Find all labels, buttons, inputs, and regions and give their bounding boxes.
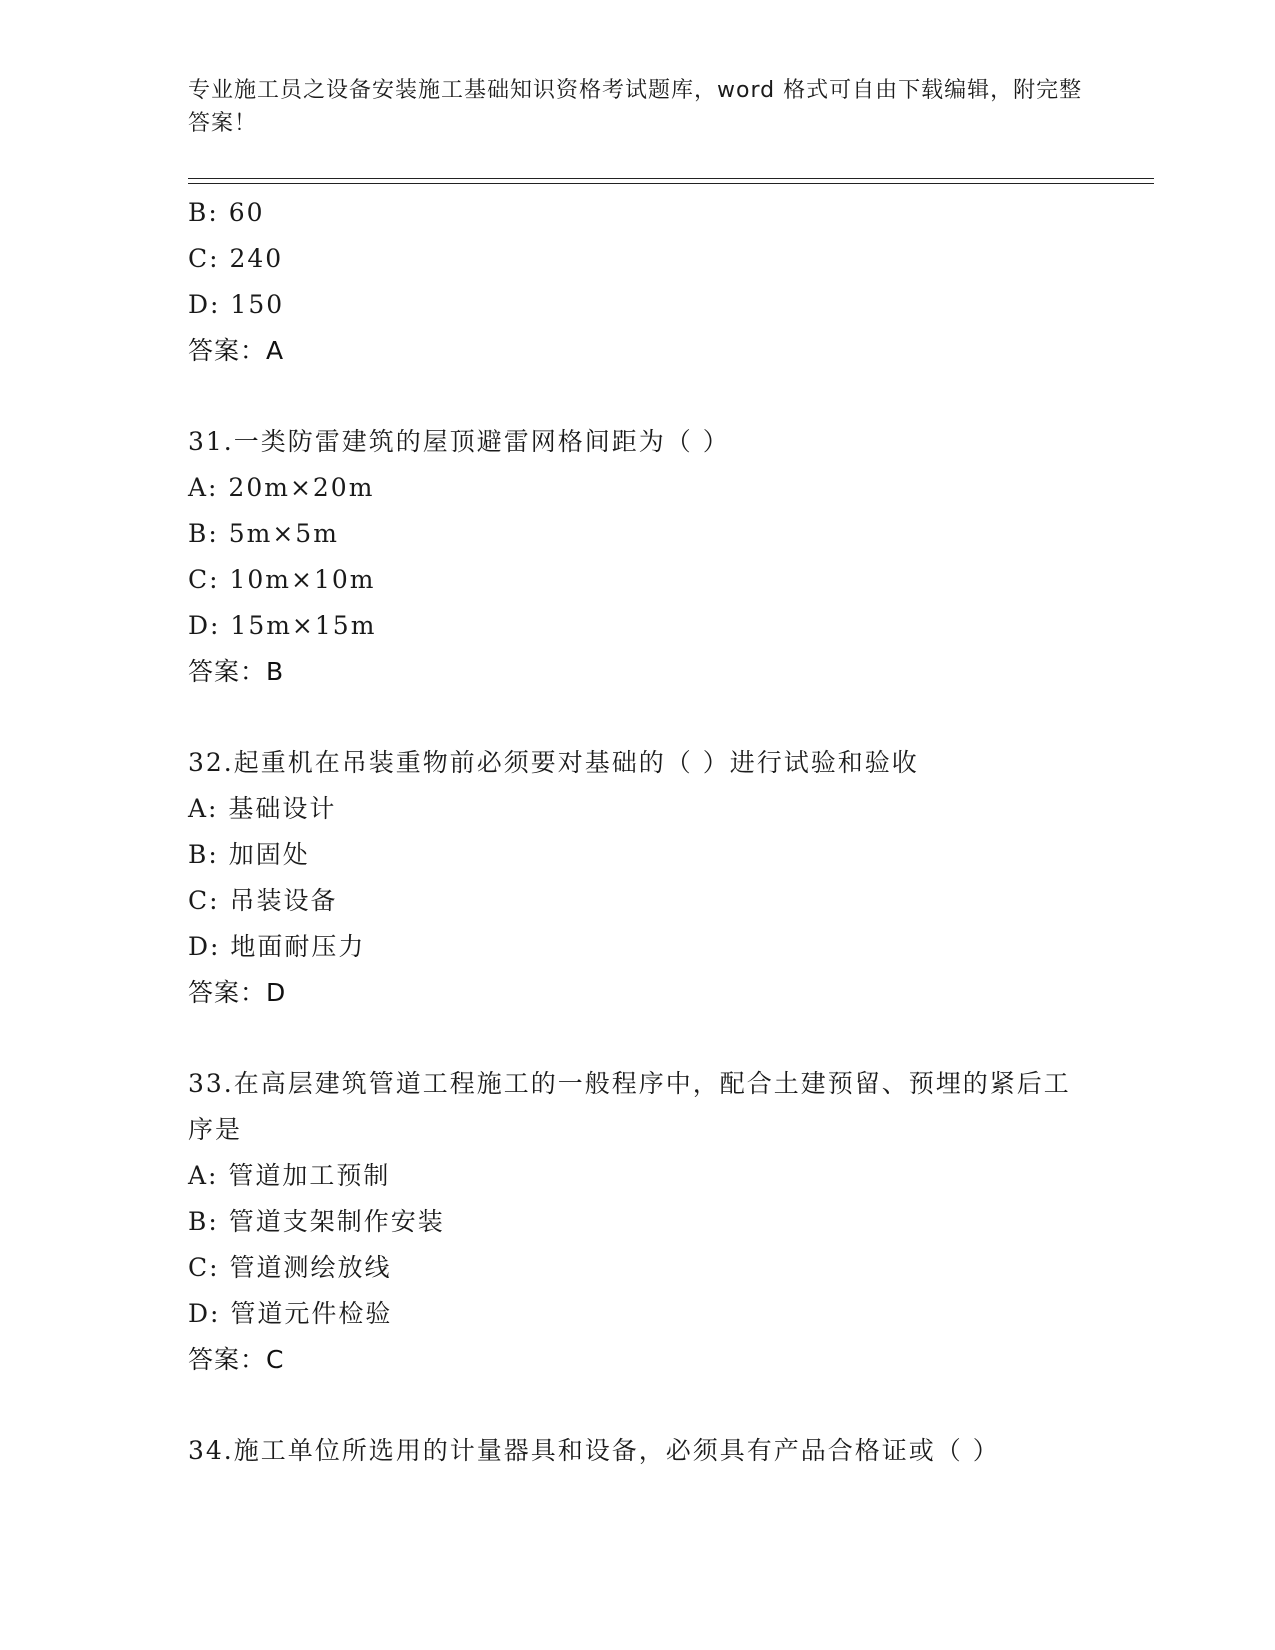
answer-text: 答案：C [188, 1345, 285, 1374]
question-stem: 31.一类防雷建筑的屋顶避雷网格间距为（ ） [188, 427, 730, 456]
answer-text: 答案：B [188, 657, 285, 686]
question-stem: 32.起重机在吊装重物前必须要对基础的（ ）进行试验和验收 [188, 748, 919, 777]
option-text: B: 5m×5m [188, 519, 339, 548]
answer-text: 答案：D [188, 978, 287, 1007]
option-text: B: 60 [188, 198, 265, 227]
question-list [188, 190, 1088, 1474]
option-text: A: 管道加工预制 [188, 1161, 391, 1190]
option-text: D: 150 [188, 290, 285, 319]
option-text: D: 管道元件检验 [188, 1299, 393, 1328]
option-text: C: 吊装设备 [188, 886, 338, 915]
question-block-33 [188, 1061, 1088, 1383]
option-text: C: 10m×10m [188, 565, 376, 594]
question-block-32 [188, 740, 1088, 1016]
question-stem: 34.施工单位所选用的计量器具和设备，必须具有产品合格证或（ ） [188, 1436, 1000, 1465]
option-text: C: 管道测绘放线 [188, 1253, 392, 1282]
option-text: D: 地面耐压力 [188, 932, 366, 961]
document-header: 专业施工员之设备安装施工基础知识资格考试题库，word 格式可自由下载编辑，附完整答案！ [188, 78, 1083, 136]
header-rule-bottom [188, 183, 1154, 184]
question-stem: 33.在高层建筑管道工程施工的一般程序中，配合土建预留、预埋的紧后工序是 [188, 1069, 1071, 1144]
question-block-31 [188, 419, 1088, 695]
header-rule-top [188, 178, 1154, 179]
option-text: A: 20m×20m [188, 473, 375, 502]
question-block-34 [188, 1428, 1088, 1474]
option-text: C: 240 [188, 244, 284, 273]
option-text: D: 15m×15m [188, 611, 377, 640]
option-text: B: 加固处 [188, 840, 310, 869]
option-text: A: 基础设计 [188, 794, 337, 823]
option-text: B: 管道支架制作安装 [188, 1207, 445, 1236]
answer-text: 答案：A [188, 336, 285, 365]
